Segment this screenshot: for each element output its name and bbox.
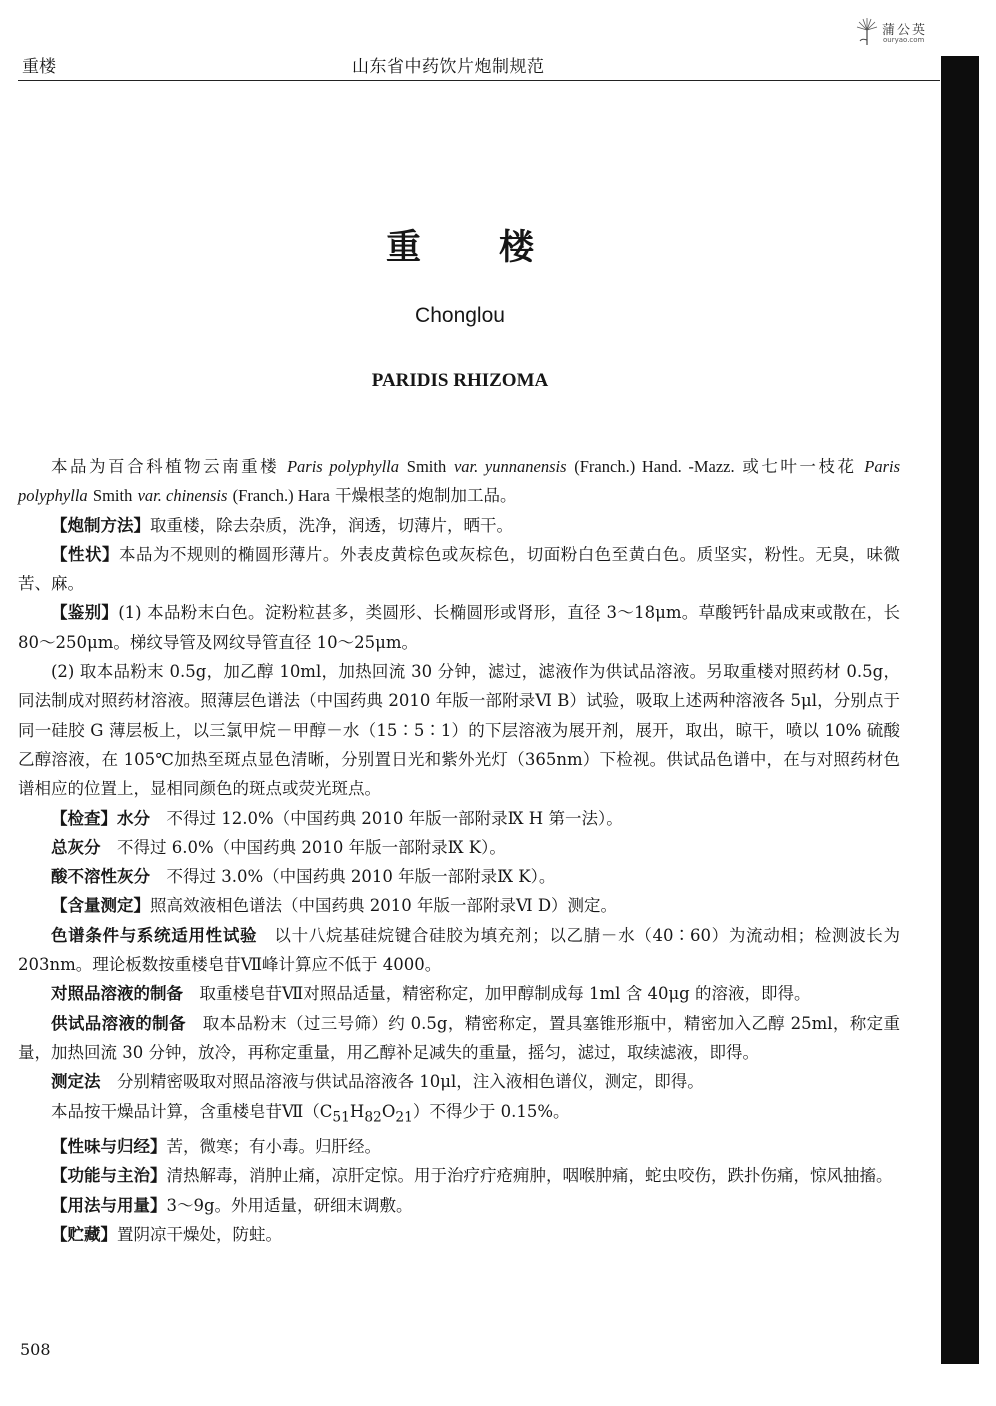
monograph-pinyin: Chonglou	[415, 304, 505, 327]
section-text: 本品为不规则的椭圆形薄片。外表皮黄棕色或灰棕色，切面粉白色至黄白色。质坚实，粉性。无臭，味微苦、麻。	[18, 544, 901, 594]
section-text: (1) 本品粉末白色。淀粉粒甚多，类圆形、长椭圆形或肾形，直径 3～18μm。草酸钙针晶成束或散在，长 80～250μm。梯纹导管及网纹导管直径 10～25μm。	[18, 603, 900, 652]
species-name: Paris polyphylla	[286, 457, 400, 476]
section-label: 【鉴别】	[51, 603, 119, 623]
monograph-latin-name: PARIDIS RHIZOMA	[371, 370, 549, 391]
section-label: 【贮藏】	[51, 1225, 117, 1245]
section-label: 【功能与主治】	[51, 1166, 167, 1186]
chromatographic-conditions-paragraph	[18, 921, 900, 980]
running-header-section: 重楼	[22, 57, 56, 77]
section-text: ）不得少于 0.15%。	[412, 1101, 570, 1121]
nature-meridian-section	[18, 1132, 900, 1161]
formula-element: H	[349, 1101, 365, 1121]
species-name: Paris polyphylla	[18, 457, 901, 506]
publisher-logo	[856, 18, 946, 50]
subsection-label: 对照品溶液的制备	[51, 984, 183, 1004]
section-label: 【用法与用量】	[51, 1195, 167, 1215]
acid-insoluble-ash-paragraph	[18, 862, 900, 891]
formula-subscript: 21	[395, 1108, 413, 1125]
page-number: 508	[20, 1340, 51, 1359]
usage-dosage-section	[18, 1191, 900, 1220]
section-text: 清热解毒，消肿止痛，凉肝定惊。用于治疗疔疮痈肿，咽喉肿痛，蛇虫咬伤，跌扑伤痛，惊风抽搐。	[166, 1166, 893, 1186]
subsection-label: 测定法	[51, 1072, 101, 1092]
scan-edge-shadow	[941, 56, 979, 1364]
section-text: (2) 取本品粉末 0.5g，加乙醇 10ml，加热回流 30 分钟，滤过，滤液作为供试品溶液。另取重楼对照药材 0.5g，同法制成对照药材溶液。照薄层色谱法（中国药典 2010 年版一部附录Ⅵ B）试验，吸取上述两种溶液各 5μl，分别点于同一硅胶 G 薄层板上，以三氯甲烷－甲醇－水（15∶5∶1）的下层溶液为展开剂，展开，取出，晾干，喷以 10% 硫酸乙醇溶液，在 105℃加热至斑点显色清晰，分别置日光和紫外光灯（365nm）下检视。供试品色谱中，在与对照药材色谱相应的位置上，显相同颜色的斑点或荧光斑点。	[18, 662, 900, 799]
subsection-label: 总灰分	[51, 837, 101, 857]
section-text: 取本品粉末（过三号筛）约 0.5g，精密称定，置具塞锥形瓶中，精密加入乙醇 25ml，称定重量，加热回流 30 分钟，放冷，再称定重量，用乙醇补足减失的重量，摇匀，滤过，取续滤液，即得。	[18, 1013, 901, 1062]
assay-section	[18, 891, 900, 920]
formula-element: O	[381, 1101, 396, 1121]
running-header-book-title: 山东省中药饮片炮制规范	[352, 57, 545, 77]
author-name: Smith	[92, 486, 133, 506]
logo-url: ouryao.com	[883, 36, 925, 44]
section-text: 不得过 3.0%（中国药典 2010 年版一部附录Ⅸ K）。	[166, 867, 556, 887]
section-text: 3～9g。外用适量，研细末调敷。	[166, 1195, 413, 1215]
inspection-section	[18, 804, 900, 833]
total-ash-paragraph	[18, 833, 900, 862]
header-rule	[18, 80, 940, 81]
source-text: 本品为百合科植物云南重楼	[51, 457, 280, 476]
section-label: 【性状】	[51, 544, 119, 564]
monograph-body	[18, 452, 900, 1249]
section-label: 【性味与归经】	[51, 1137, 167, 1157]
identification-section	[18, 598, 900, 657]
section-text: 取重楼皂苷Ⅶ对照品适量，精密称定，加甲醇制成每 1ml 含 40μg 的溶液，即得。	[199, 984, 811, 1004]
section-label: 【检查】	[51, 808, 117, 828]
subsection-label: 水分	[117, 808, 150, 828]
source-text: 或七叶一枝花	[742, 457, 857, 476]
subsection-label: 酸不溶性灰分	[51, 867, 150, 887]
subsection-label: 色谱条件与系统适用性试验	[51, 925, 258, 945]
monograph-title: 重楼	[385, 228, 612, 268]
variety-name: var. yunnanensis	[453, 457, 567, 476]
section-text: 不得过 6.0%（中国药典 2010 年版一部附录Ⅸ K）。	[117, 837, 506, 857]
formula-subscript: 82	[364, 1108, 382, 1125]
variety-name: var. chinensis	[137, 486, 228, 506]
section-text: 本品按干燥品计算，含重楼皂苷Ⅶ（C	[51, 1101, 333, 1121]
source-paragraph	[18, 452, 900, 511]
function-indication-section	[18, 1161, 900, 1190]
author-name: Smith	[406, 457, 447, 476]
section-text: 取重楼，除去杂质，洗净，润透，切薄片，晒干。	[150, 515, 513, 535]
formula-subscript: 51	[332, 1108, 350, 1125]
section-label: 【含量测定】	[51, 896, 150, 916]
section-text: 不得过 12.0%（中国药典 2010 年版一部附录Ⅸ H 第一法）。	[166, 808, 623, 828]
processing-method-section	[18, 511, 900, 540]
section-text: 苦，微寒；有小毒。归肝经。	[166, 1137, 381, 1157]
source-text: 干燥根茎的炮制加工品。	[335, 486, 517, 506]
section-text: 分别精密吸取对照品溶液与供试品溶液各 10μl，注入液相色谱仪，测定，即得。	[117, 1072, 704, 1092]
section-text: 以十八烷基硅烷键合硅胶为填充剂；以乙腈－水（40∶60）为流动相；检测波长为 203nm。理论板数按重楼皂苷Ⅶ峰计算应不低于 4000。	[18, 925, 900, 975]
content-limit-paragraph	[18, 1097, 900, 1133]
section-label: 【炮制方法】	[51, 515, 150, 535]
subsection-label: 供试品溶液的制备	[51, 1013, 186, 1033]
section-text: 置阴凉干燥处，防蛀。	[117, 1225, 282, 1245]
character-section	[18, 540, 900, 599]
section-text: 照高效液相色谱法（中国药典 2010 年版一部附录Ⅵ D）测定。	[150, 896, 618, 916]
author-name: (Franch.) Hara	[232, 486, 330, 506]
measurement-paragraph	[18, 1067, 900, 1096]
identification-tlc-paragraph	[18, 657, 900, 803]
logo-text: 蒲公英	[882, 23, 928, 38]
dandelion-icon	[856, 18, 878, 46]
storage-section	[18, 1220, 900, 1249]
author-name: (Franch.) Hand. -Mazz.	[574, 457, 735, 476]
reference-solution-paragraph	[18, 979, 900, 1008]
test-solution-paragraph	[18, 1009, 900, 1068]
